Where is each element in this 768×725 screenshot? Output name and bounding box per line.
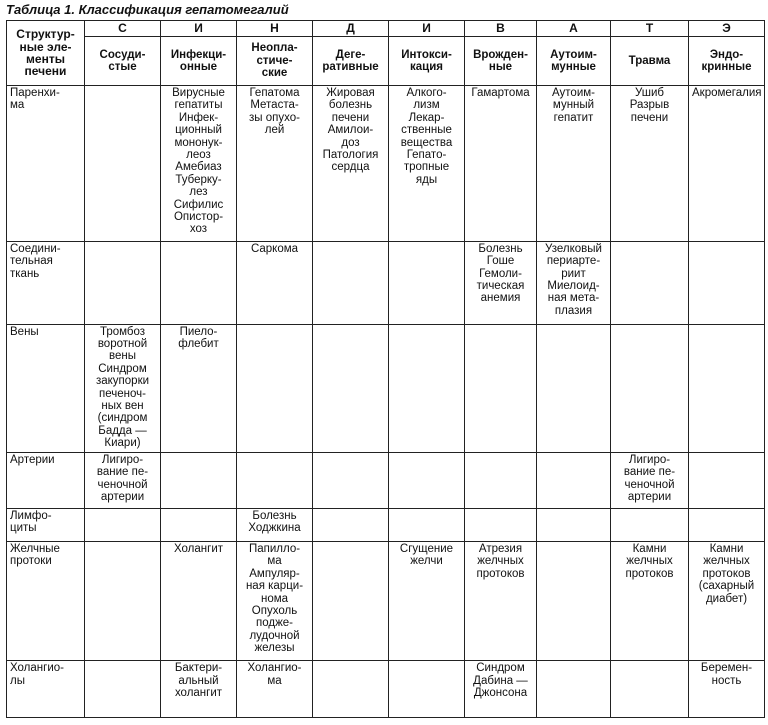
table-cell [689,508,765,541]
table-row [7,508,765,541]
table-cell [537,661,611,718]
table-cell [611,508,689,541]
table-cell: Сгущение желчи [389,542,465,661]
table-cell [465,508,537,541]
column-letter: Н [237,21,313,37]
table-body [7,86,765,718]
table-cell [85,508,161,541]
column-letter: Т [611,21,689,37]
table-cell [161,508,237,541]
column-letter: В [465,21,537,37]
table-cell [689,453,765,509]
table-cell: Акромегалия [689,86,765,242]
table-cell: Гепатома Метаста- зы опухо- лей [237,86,313,242]
table-cell [313,324,389,452]
table-row [7,241,765,324]
table-cell: Вирусные гепатиты Инфек- ционный мононук- леоз Амебиаз Туберку- лез Сифилис Опистор- хоз [161,86,237,242]
table-cell [465,453,537,509]
table-cell [85,241,161,324]
table-cell [161,241,237,324]
table-cell [389,453,465,509]
table-cell [313,508,389,541]
row-label: Холангио- лы [7,661,85,718]
table-cell [161,453,237,509]
table-cell: Холангит [161,542,237,661]
table-row [7,86,765,242]
table-cell: Холангио- ма [237,661,313,718]
table-cell [313,241,389,324]
table-cell: Узелковый периарте- риит Миелоид- ная мета- плазия [537,241,611,324]
table-cell: Папилло- ма Ампуляр- ная карци- нома Опухоль подже- лудочной железы [237,542,313,661]
table-cell [611,241,689,324]
table-cell [537,324,611,452]
column-letter: А [537,21,611,37]
table-cell: Камни желчных протоков [611,542,689,661]
table-cell: Саркома [237,241,313,324]
table-cell: Болезнь Гоше Гемоли- тическая анемия [465,241,537,324]
column-header: Врожден- ные [465,37,537,86]
row-label: Паренхи- ма [7,86,85,242]
column-header: Эндо- кринные [689,37,765,86]
table-cell [313,453,389,509]
table-cell: Гамартома [465,86,537,242]
column-letter: И [389,21,465,37]
table-cell: Жировая болезнь печени Амилои- доз Патология сердца [313,86,389,242]
table-cell: Пиело- флебит [161,324,237,452]
table-cell [85,661,161,718]
row-label: Лимфо- циты [7,508,85,541]
table-cell [465,324,537,452]
table-cell [237,324,313,452]
table-cell [389,661,465,718]
table-cell: Лигиро- вание пе- ченочной артерии [611,453,689,509]
table-row [7,324,765,452]
column-header: Деге- ративные [313,37,389,86]
table-cell [611,324,689,452]
table-cell: Бактери- альный холангит [161,661,237,718]
category-header-row [7,37,765,86]
column-letter: Д [313,21,389,37]
letter-header-row [7,21,765,37]
table-cell: Болезнь Ходжкина [237,508,313,541]
table-cell [537,453,611,509]
table-row [7,453,765,509]
table-cell [237,453,313,509]
table-cell [537,542,611,661]
table-cell [389,324,465,452]
column-header: Неопла- стиче- ские [237,37,313,86]
row-label: Соедини- тельная ткань [7,241,85,324]
table-cell: Тромбоз воротной вены Синдром закупорки печеноч- ных вен (синдром Бадда — Киари) [85,324,161,452]
table-cell [537,508,611,541]
table-cell: Аутоим- мунный гепатит [537,86,611,242]
column-header: Травма [611,37,689,86]
table-cell: Алкого- лизм Лекар- ственные вещества Гепато- тропные яды [389,86,465,242]
table-cell [313,542,389,661]
column-letter: И [161,21,237,37]
column-header: Аутоим- мунные [537,37,611,86]
table-cell: Беремен- ность [689,661,765,718]
structure-column-header: Структур- ные эле- менты печени [7,21,85,86]
table-cell: Камни желчных протоков (сахарный диабет) [689,542,765,661]
column-header: Интокси- кация [389,37,465,86]
table-caption: Таблица 1. Классификация гепатомегалий [6,2,289,17]
hepatomegaly-table [6,20,765,718]
table-row [7,542,765,661]
row-label: Артерии [7,453,85,509]
column-letter: С [85,21,161,37]
row-label: Вены [7,324,85,452]
column-header: Сосуди- стые [85,37,161,86]
table-row [7,661,765,718]
row-label: Желчные протоки [7,542,85,661]
table-cell: Атрезия желчных протоков [465,542,537,661]
table-cell [85,86,161,242]
table-cell [389,241,465,324]
table-cell [611,661,689,718]
column-header: Инфекци- онные [161,37,237,86]
table-cell [389,508,465,541]
table-cell: Ушиб Разрыв печени [611,86,689,242]
table-cell [313,661,389,718]
column-letter: Э [689,21,765,37]
table-cell: Синдром Дабина — Джонсона [465,661,537,718]
table-cell [85,542,161,661]
table-cell [689,324,765,452]
table-cell [689,241,765,324]
table-cell: Лигиро- вание пе- ченочной артерии [85,453,161,509]
